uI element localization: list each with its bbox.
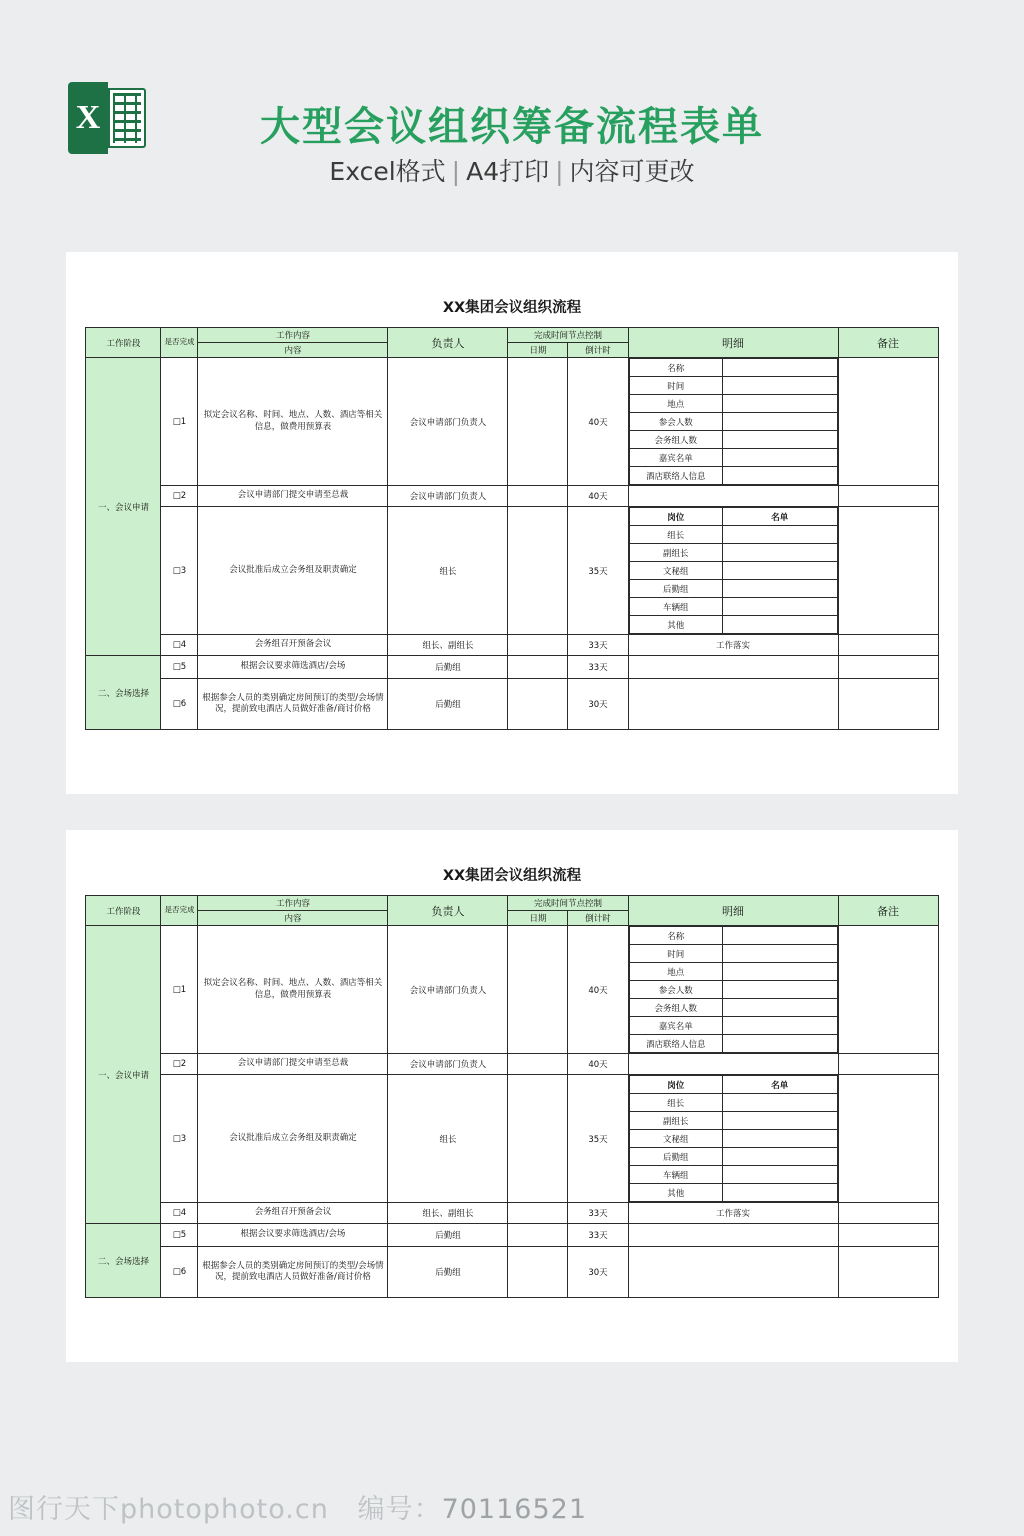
row-4-countdown: 33天 (568, 1203, 628, 1224)
detail-key: 时间 (629, 377, 723, 395)
detail-key: 车辆组 (629, 598, 723, 616)
row-6-checkbox[interactable]: □6 (161, 679, 198, 730)
row-6-countdown: 30天 (568, 1247, 628, 1298)
row-4-countdown: 33天 (568, 635, 628, 656)
sheet-title: XX集团会议组织流程 (442, 868, 582, 884)
detail-key: 酒店联络人信息 (629, 1035, 723, 1053)
table-header-row-1 (86, 328, 938, 343)
detail-key: 车辆组 (629, 1166, 723, 1184)
table-row (86, 1054, 938, 1075)
row-4-date[interactable] (508, 1203, 568, 1224)
row-5-date[interactable] (508, 1224, 568, 1247)
detail-value[interactable] (723, 981, 837, 999)
detail-value[interactable] (723, 1130, 837, 1148)
detail-value[interactable] (723, 616, 837, 634)
detail-item (629, 359, 837, 377)
subtitle-separator-1: | (451, 157, 461, 186)
header-owner: 负责人 (388, 328, 508, 358)
table-header-row-1 (86, 896, 938, 911)
detail-value[interactable] (723, 1184, 837, 1202)
detail-value[interactable] (723, 1017, 837, 1035)
row-4-owner: 组长、副组长 (388, 1203, 508, 1224)
detail-value[interactable] (723, 544, 837, 562)
detail-key: 参会人数 (629, 981, 723, 999)
row-5-checkbox[interactable]: □5 (161, 1224, 198, 1247)
row-1-countdown: 40天 (568, 926, 628, 1054)
header-done: 是否完成 (161, 896, 198, 926)
row-2-detail[interactable] (628, 1054, 838, 1075)
table-row (86, 1075, 938, 1203)
row-4-checkbox[interactable]: □4 (161, 1203, 198, 1224)
header-remark: 备注 (838, 328, 938, 358)
sheet-preview-2 (66, 830, 958, 1362)
row-6-countdown: 30天 (568, 679, 628, 730)
detail-key: 后勤组 (629, 580, 723, 598)
detail-value[interactable] (723, 999, 837, 1017)
meeting-process-table (85, 327, 938, 730)
footer-watermark (0, 1487, 1024, 1526)
detail-key: 其他 (629, 1184, 723, 1202)
row-3-owner: 组长 (388, 1075, 508, 1203)
row-3-countdown: 35天 (568, 507, 628, 635)
detail-item (629, 598, 837, 616)
row-3-checkbox[interactable]: □3 (161, 1075, 198, 1203)
row-1-content: 拟定会议名称、时间、地点、人数、酒店等相关信息，做费用预算表 (198, 358, 388, 486)
watermark-id-value: 70116521 (441, 1494, 588, 1525)
detail-item (629, 1166, 837, 1184)
row-4-checkbox[interactable]: □4 (161, 635, 198, 656)
table-row (86, 486, 938, 507)
detail-item (629, 1130, 837, 1148)
detail-value[interactable] (723, 945, 837, 963)
row-6-content: 根据参会人员的类别确定房间预订的类型/会场情况，提前致电酒店人员做好准备/商讨价格 (198, 679, 388, 730)
page-subtitle (0, 152, 1024, 188)
detail-key: 副组长 (629, 1112, 723, 1130)
detail-item (629, 395, 837, 413)
row-6-remark[interactable] (838, 679, 938, 730)
row-1-countdown: 40天 (568, 358, 628, 486)
subtitle-separator-2: | (555, 157, 564, 186)
row-2-date[interactable] (508, 1054, 568, 1075)
row-1-remark[interactable] (838, 926, 938, 1054)
header-time-control: 完成时间节点控制 (508, 896, 628, 911)
header-remark: 备注 (838, 896, 938, 926)
detail-value[interactable] (723, 377, 837, 395)
detail-value[interactable] (723, 1035, 837, 1053)
row-2-checkbox[interactable]: □2 (161, 486, 198, 507)
detail-value[interactable] (723, 598, 837, 616)
header-date: 日期 (508, 911, 568, 926)
detail-key: 其他 (629, 616, 723, 634)
detail-key: 副组长 (629, 544, 723, 562)
detail-key: 会务组人数 (629, 999, 723, 1017)
row-5-content: 根据会议要求筛选酒店/会场 (198, 1224, 388, 1247)
row-5-countdown: 33天 (568, 1224, 628, 1247)
row-6-owner: 后勤组 (388, 679, 508, 730)
detail-item (629, 927, 837, 945)
row-6-content: 根据参会人员的类别确定房间预订的类型/会场情况，提前致电酒店人员做好准备/商讨价格 (198, 1247, 388, 1298)
header-owner: 负责人 (388, 896, 508, 926)
detail-item (629, 413, 837, 431)
row-4-remark[interactable] (838, 1203, 938, 1224)
header-work-content: 工作内容 (198, 896, 388, 911)
detail-value[interactable] (723, 562, 837, 580)
row-1-detail (628, 926, 838, 1054)
subtitle-part-print: A4打印 (466, 157, 550, 186)
row-3-detail (628, 1075, 838, 1203)
row-1-content: 拟定会议名称、时间、地点、人数、酒店等相关信息，做费用预算表 (198, 926, 388, 1054)
row-5-owner: 后勤组 (388, 1224, 508, 1247)
detail-item (629, 616, 837, 634)
row-1-date[interactable] (508, 926, 568, 1054)
detail-key: 时间 (629, 945, 723, 963)
detail-value[interactable] (723, 1094, 837, 1112)
header-content: 内容 (198, 343, 388, 358)
row-6-detail[interactable] (628, 679, 838, 730)
detail-item (629, 580, 837, 598)
detail-item (629, 526, 837, 544)
row-1-detail (628, 358, 838, 486)
row-3-detail-table (629, 507, 838, 634)
detail-key: 嘉宾名单 (629, 449, 723, 467)
table-row (86, 358, 938, 486)
header-time-control: 完成时间节点控制 (508, 328, 628, 343)
detail-value[interactable] (723, 1112, 837, 1130)
row-3-checkbox[interactable]: □3 (161, 507, 198, 635)
row-5-remark[interactable] (838, 1224, 938, 1247)
row-6-date[interactable] (508, 1247, 568, 1298)
detail-key: 嘉宾名单 (629, 1017, 723, 1035)
detail-item (629, 999, 837, 1017)
detail-key: 地点 (629, 963, 723, 981)
detail-key: 文秘组 (629, 562, 723, 580)
row-2-content: 会议申请部门提交申请至总裁 (198, 1054, 388, 1075)
header-detail: 明细 (628, 328, 838, 358)
detail-value[interactable] (723, 449, 837, 467)
detail-header-post: 岗位 (629, 508, 723, 526)
row-5-owner: 后勤组 (388, 656, 508, 679)
row-3-date[interactable] (508, 507, 568, 635)
header-countdown: 倒计时 (568, 343, 628, 358)
detail-value[interactable] (723, 395, 837, 413)
detail-item (629, 467, 837, 485)
detail-key: 参会人数 (629, 413, 723, 431)
row-4-remark[interactable] (838, 635, 938, 656)
row-3-remark[interactable] (838, 1075, 938, 1203)
row-1-owner: 会议申请部门负责人 (388, 358, 508, 486)
detail-key: 后勤组 (629, 1148, 723, 1166)
detail-key: 文秘组 (629, 1130, 723, 1148)
row-3-detail (628, 507, 838, 635)
detail-key: 酒店联络人信息 (629, 467, 723, 485)
header-detail: 明细 (628, 896, 838, 926)
row-1-date[interactable] (508, 358, 568, 486)
detail-value[interactable] (723, 526, 837, 544)
row-2-checkbox[interactable]: □2 (161, 1054, 198, 1075)
row-1-detail-table (629, 358, 838, 485)
header-countdown: 倒计时 (568, 911, 628, 926)
detail-key: 组长 (629, 526, 723, 544)
detail-item (629, 1017, 837, 1035)
stage-cell-meeting-application: 一、会议申请 (86, 358, 161, 656)
detail-item (629, 431, 837, 449)
row-4-content: 会务组召开预备会议 (198, 635, 388, 656)
table-row (86, 656, 938, 679)
row-4-date[interactable] (508, 635, 568, 656)
page-header (0, 0, 1024, 230)
excel-icon-letter: X (68, 82, 108, 154)
row-2-remark[interactable] (838, 486, 938, 507)
detail-value[interactable] (723, 359, 837, 377)
row-1-checkbox[interactable]: □1 (161, 358, 198, 486)
detail-item (629, 981, 837, 999)
table-row (86, 635, 938, 656)
detail-key: 组长 (629, 1094, 723, 1112)
detail-header-list: 名单 (723, 1076, 837, 1094)
row-2-countdown: 40天 (568, 486, 628, 507)
row-3-detail-table (629, 1075, 838, 1202)
sheet-title: XX集团会议组织流程 (442, 300, 582, 316)
detail-item (629, 377, 837, 395)
header-done: 是否完成 (161, 328, 198, 358)
detail-value[interactable] (723, 927, 837, 945)
row-6-detail[interactable] (628, 1247, 838, 1298)
detail-key: 会务组人数 (629, 431, 723, 449)
detail-value[interactable] (723, 963, 837, 981)
row-3-content: 会议批准后成立会务组及职责确定 (198, 1075, 388, 1203)
meeting-process-table (85, 895, 938, 1298)
detail-item (629, 562, 837, 580)
row-5-countdown: 33天 (568, 656, 628, 679)
row-6-remark[interactable] (838, 1247, 938, 1298)
detail-value[interactable] (723, 1148, 837, 1166)
row-1-checkbox[interactable]: □1 (161, 926, 198, 1054)
table-row (86, 1203, 938, 1224)
detail-key: 地点 (629, 395, 723, 413)
detail-header-list: 名单 (723, 508, 837, 526)
table-row (86, 1247, 938, 1298)
detail-value[interactable] (723, 1166, 837, 1184)
row-3-remark[interactable] (838, 507, 938, 635)
detail-header-row (629, 1076, 837, 1094)
detail-item (629, 945, 837, 963)
row-5-checkbox[interactable]: □5 (161, 656, 198, 679)
row-4-content: 会务组召开预备会议 (198, 1203, 388, 1224)
detail-value[interactable] (723, 467, 837, 485)
table-row (86, 926, 938, 1054)
detail-item (629, 544, 837, 562)
row-2-owner: 会议申请部门负责人 (388, 486, 508, 507)
table-row (86, 507, 938, 635)
sheet-preview-1 (66, 252, 958, 794)
row-4-owner: 组长、副组长 (388, 635, 508, 656)
stage-cell-venue-selection: 二、会场选择 (86, 1224, 161, 1298)
subtitle-part-editable: 内容可更改 (569, 157, 695, 186)
row-2-remark[interactable] (838, 1054, 938, 1075)
detail-item (629, 449, 837, 467)
detail-value[interactable] (723, 413, 837, 431)
row-3-countdown: 35天 (568, 1075, 628, 1203)
header-stage: 工作阶段 (86, 328, 161, 358)
row-1-owner: 会议申请部门负责人 (388, 926, 508, 1054)
row-3-date[interactable] (508, 1075, 568, 1203)
row-6-owner: 后勤组 (388, 1247, 508, 1298)
table-row (86, 1224, 938, 1247)
detail-item (629, 1148, 837, 1166)
detail-key: 名称 (629, 359, 723, 377)
row-1-remark[interactable] (838, 358, 938, 486)
row-4-detail: 工作落实 (628, 1203, 838, 1224)
page-title: 大型会议组织筹备流程表单 (260, 104, 764, 150)
detail-item (629, 963, 837, 981)
row-2-date[interactable] (508, 486, 568, 507)
row-3-owner: 组长 (388, 507, 508, 635)
detail-item (629, 1035, 837, 1053)
watermark-id-label: 编号： (357, 1494, 442, 1525)
row-4-detail: 工作落实 (628, 635, 838, 656)
row-6-checkbox[interactable]: □6 (161, 1247, 198, 1298)
stage-cell-venue-selection: 二、会场选择 (86, 656, 161, 730)
row-5-detail[interactable] (628, 1224, 838, 1247)
detail-item (629, 1184, 837, 1202)
stage-cell-meeting-application: 一、会议申请 (86, 926, 161, 1224)
row-6-date[interactable] (508, 679, 568, 730)
detail-header-row (629, 508, 837, 526)
row-1-detail-table (629, 926, 838, 1053)
detail-item (629, 1094, 837, 1112)
detail-key: 名称 (629, 927, 723, 945)
table-row (86, 679, 938, 730)
row-5-remark[interactable] (838, 656, 938, 679)
row-2-owner: 会议申请部门负责人 (388, 1054, 508, 1075)
row-2-detail[interactable] (628, 486, 838, 507)
header-work-content: 工作内容 (198, 328, 388, 343)
row-5-detail[interactable] (628, 656, 838, 679)
detail-header-post: 岗位 (629, 1076, 723, 1094)
header-content: 内容 (198, 911, 388, 926)
row-5-date[interactable] (508, 656, 568, 679)
detail-value[interactable] (723, 431, 837, 449)
detail-value[interactable] (723, 580, 837, 598)
row-3-content: 会议批准后成立会务组及职责确定 (198, 507, 388, 635)
detail-item (629, 1112, 837, 1130)
row-2-countdown: 40天 (568, 1054, 628, 1075)
row-5-content: 根据会议要求筛选酒店/会场 (198, 656, 388, 679)
subtitle-part-format: Excel格式 (329, 157, 446, 186)
row-2-content: 会议申请部门提交申请至总裁 (198, 486, 388, 507)
header-stage: 工作阶段 (86, 896, 161, 926)
watermark-site: 图行天下photophoto.cn (8, 1494, 329, 1525)
header-date: 日期 (508, 343, 568, 358)
